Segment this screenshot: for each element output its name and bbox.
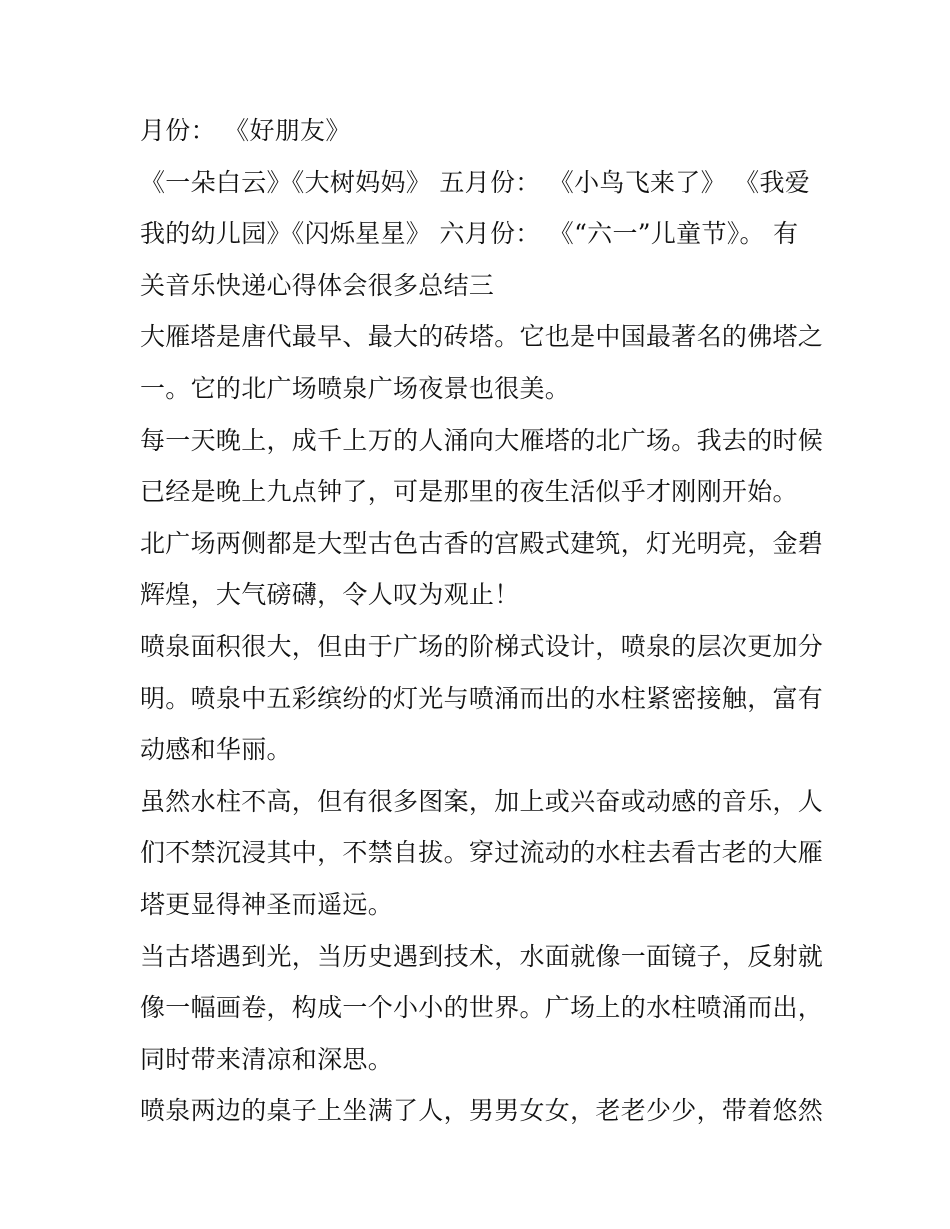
- text-line: 月份： 《好朋友》: [140, 116, 351, 145]
- paragraph-light-and-history: [140, 931, 824, 1086]
- document-body: [140, 105, 824, 1137]
- text-line: 已经是晚上九点钟了，可是那里的夜生活似乎才刚刚开始。: [140, 477, 798, 507]
- paragraph-water-patterns: [140, 776, 824, 931]
- text-line: 关音乐快递心得体会很多总结三: [140, 270, 495, 300]
- text-line: 我的幼儿园》《闪烁星星》 六月份： 《“六一”儿童节》。 有: [140, 219, 799, 249]
- text-line: 每一天晚上，成千上万的人涌向大雁塔的北广场。我去的时候: [140, 425, 824, 455]
- text-line: 虽然水柱不高，但有很多图案，加上或兴奋或动感的音乐，人: [140, 786, 824, 816]
- paragraph-people-at-tables: [140, 1085, 824, 1137]
- paragraph-song-list: [140, 157, 812, 312]
- text-line: 塔更显得神圣而遥远。: [140, 889, 394, 919]
- text-line: 喷泉两边的桌子上坐满了人，男男女女，老老少少，带着悠然: [140, 1096, 824, 1126]
- text-line: 同时带来清凉和深思。: [140, 1044, 394, 1074]
- paragraph-fountain-area: [140, 621, 824, 776]
- text-line: 辉煌，大气磅礴，令人叹为观止！: [140, 580, 520, 610]
- text-line: 动感和华丽。: [140, 735, 292, 765]
- paragraph-dayanta-intro: [140, 311, 824, 414]
- text-line: 喷泉面积很大，但由于广场的阶梯式设计，喷泉的层次更加分: [140, 631, 824, 661]
- text-line: 明。喷泉中五彩缤纷的灯光与喷涌而出的水柱紧密接触，富有: [140, 683, 824, 713]
- text-line: 像一幅画卷，构成一个小小的世界。广场上的水柱喷涌而出，: [140, 993, 824, 1023]
- paragraph-palace-buildings: [140, 518, 824, 621]
- text-line: 大雁塔是唐代最早、最大的砖塔。它也是中国最著名的佛塔之: [140, 322, 824, 352]
- text-line: 们不禁沉浸其中，不禁自拔。穿过流动的水柱去看古老的大雁: [140, 838, 824, 868]
- text-line: 当古塔遇到光，当历史遇到技术，水面就像一面镜子，反射就: [140, 941, 824, 971]
- paragraph-evening-visit: [140, 415, 824, 518]
- text-line: 北广场两侧都是大型古色古香的宫殿式建筑，灯光明亮，金碧: [140, 528, 824, 558]
- text-line: 《一朵白云》《大树妈妈》 五月份： 《小鸟飞来了》 《我爱: [140, 167, 811, 197]
- paragraph-month-list-end: [140, 105, 812, 157]
- text-line: 一。它的北广场喷泉广场夜景也很美。: [140, 373, 571, 403]
